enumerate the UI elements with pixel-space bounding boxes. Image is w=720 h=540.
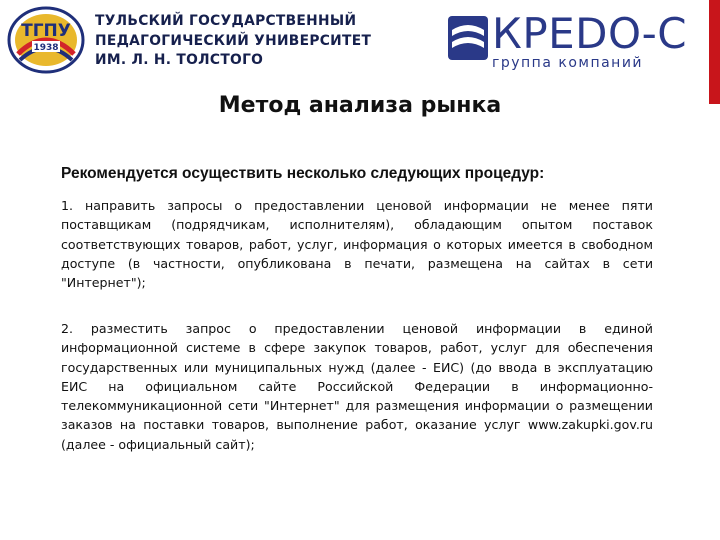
partner-logo-mark <box>448 16 488 60</box>
paragraph-2: 2. разместить запрос о предоставлении ценовой информации в единой информационной системе в сфере закупок товаров, работ, услуг для обеспечения государственных или муниципальных нужд (далее - ЕИС) (до ввода в эксплуатацию ЕИС на официальном сайте Российской Федерации в информационно-телекоммуникационной сети "Интернет" для размещения информации о размещении заказов на поставки товаров, выполнение работ, оказание услуг www.zakupki.gov.ru (далее - официальный сайт); <box>61 321 653 452</box>
intro-text: Рекомендуется осуществить несколько следующих процедур: <box>61 165 545 182</box>
accent-bar <box>709 0 720 104</box>
university-name <box>95 12 371 71</box>
university-logo <box>6 6 86 74</box>
slide-title: Метод анализа рынка <box>218 93 502 118</box>
partner-logo <box>448 9 710 71</box>
partner-logo-name: КРЕDО-С <box>492 9 688 58</box>
university-name-line-3: ИМ. Л. Н. ТОЛСТОГО <box>95 52 264 68</box>
paragraph-1: 1. направить запросы о предоставлении ценовой информации не менее пяти поставщикам (подрядчикам, исполнителям), обладающим опытом поставок соответствующих товаров, работ, услуг, информация о которых имеется в свободном доступе (в частности, опубликована в печати, размещена на сайтах в сети "Интернет"); <box>61 198 653 291</box>
university-name-line-1: ТУЛЬСКИЙ ГОСУДАРСТВЕННЫЙ <box>95 13 357 29</box>
university-logo-text: ТГПУ <box>21 21 71 41</box>
university-name-line-2: ПЕДАГОГИЧЕСКИЙ УНИВЕРСИТЕТ <box>95 32 372 49</box>
accent-bar-lower <box>709 104 720 540</box>
partner-logo-subtitle: группа компаний <box>492 55 644 71</box>
university-logo-year: 1938 <box>33 43 59 53</box>
